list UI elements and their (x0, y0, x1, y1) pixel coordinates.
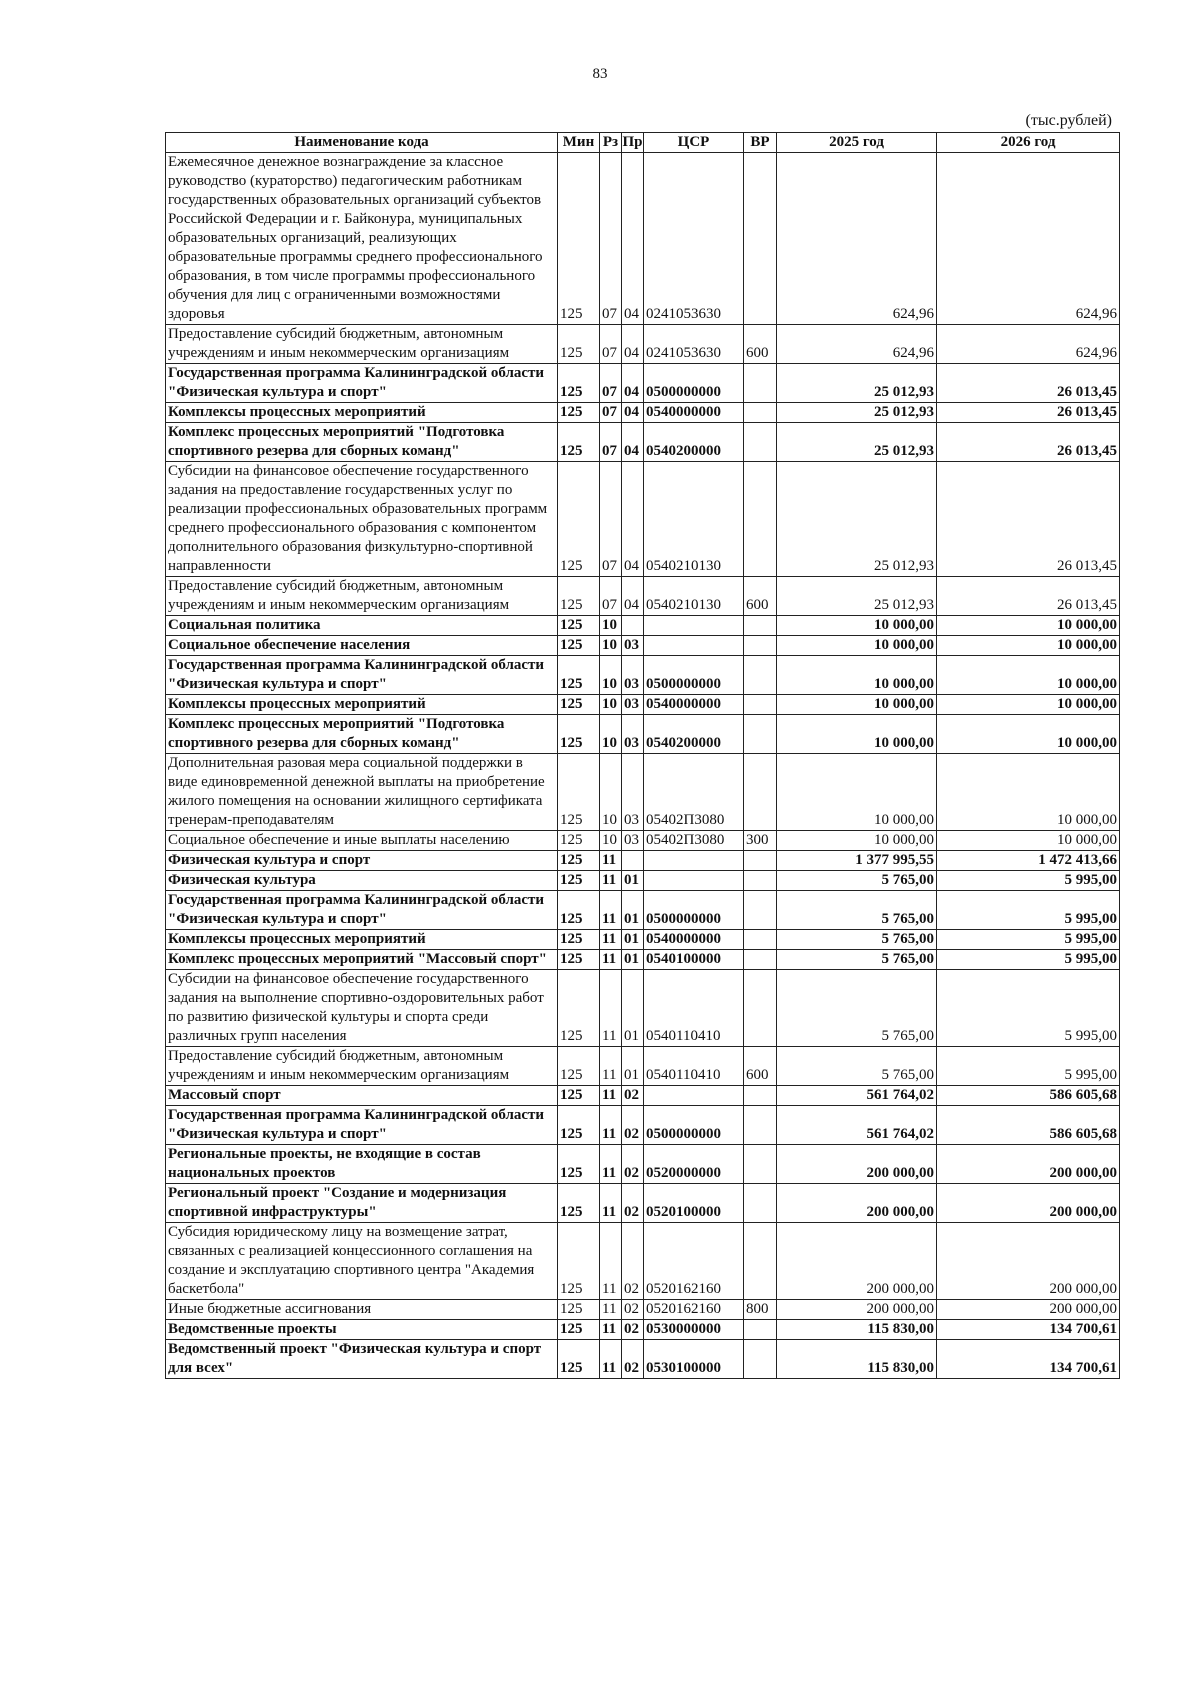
row-name: Комплексы процессных мероприятий (166, 403, 558, 423)
row-csr: 0500000000 (644, 656, 744, 695)
row-rz: 07 (600, 325, 622, 364)
header-pr: Пр (622, 133, 644, 153)
row-min: 125 (558, 1086, 600, 1106)
row-csr: 0540210130 (644, 577, 744, 616)
table-row (166, 1340, 1120, 1379)
row-min: 125 (558, 970, 600, 1047)
row-2026: 5 995,00 (937, 950, 1120, 970)
row-pr: 02 (622, 1300, 644, 1320)
row-vr (744, 891, 777, 930)
row-csr: 0530000000 (644, 1320, 744, 1340)
row-name: Комплекс процессных мероприятий "Подготовка спортивного резерва для сборных команд" (166, 715, 558, 754)
row-pr: 03 (622, 656, 644, 695)
header-min: Мин (558, 133, 600, 153)
row-2025: 10 000,00 (777, 754, 937, 831)
row-vr (744, 1106, 777, 1145)
table-row (166, 754, 1120, 831)
row-2026: 10 000,00 (937, 831, 1120, 851)
row-pr: 04 (622, 577, 644, 616)
row-2025: 25 012,93 (777, 462, 937, 577)
row-name: Субсидия юридическому лицу на возмещение затрат, связанных с реализацией концессионного соглашения на создание и эксплуатацию спортивного центра "Академия баскетбола" (166, 1223, 558, 1300)
table-row (166, 891, 1120, 930)
row-name: Социальное обеспечение и иные выплаты населению (166, 831, 558, 851)
row-2026: 26 013,45 (937, 462, 1120, 577)
row-2025: 5 765,00 (777, 891, 937, 930)
header-csr: ЦСР (644, 133, 744, 153)
table-row (166, 1184, 1120, 1223)
row-name: Предоставление субсидий бюджетным, автономным учреждениям и иным некоммерческим организациям (166, 325, 558, 364)
table-row (166, 970, 1120, 1047)
row-pr: 01 (622, 891, 644, 930)
row-rz: 11 (600, 930, 622, 950)
row-rz: 11 (600, 1300, 622, 1320)
row-2026: 134 700,61 (937, 1320, 1120, 1340)
page-number: 83 (592, 66, 608, 82)
row-min: 125 (558, 403, 600, 423)
row-min: 125 (558, 1047, 600, 1086)
row-vr (744, 1086, 777, 1106)
row-pr: 02 (622, 1320, 644, 1340)
row-csr: 0520162160 (644, 1300, 744, 1320)
row-pr: 04 (622, 325, 644, 364)
row-pr: 03 (622, 636, 644, 656)
header-2025: 2025 год (777, 133, 937, 153)
row-2026: 200 000,00 (937, 1184, 1120, 1223)
row-csr: 0540000000 (644, 695, 744, 715)
row-rz: 07 (600, 462, 622, 577)
row-min: 125 (558, 1184, 600, 1223)
row-vr (744, 1184, 777, 1223)
row-2025: 200 000,00 (777, 1184, 937, 1223)
row-2026: 26 013,45 (937, 577, 1120, 616)
row-pr: 02 (622, 1340, 644, 1379)
row-rz: 10 (600, 695, 622, 715)
row-2026: 26 013,45 (937, 403, 1120, 423)
row-rz: 11 (600, 1320, 622, 1340)
row-rz: 11 (600, 1340, 622, 1379)
row-rz: 07 (600, 403, 622, 423)
row-vr (744, 656, 777, 695)
row-2026: 624,96 (937, 153, 1120, 325)
row-2025: 5 765,00 (777, 871, 937, 891)
row-rz: 10 (600, 754, 622, 831)
row-name: Государственная программа Калининградской области "Физическая культура и спорт" (166, 891, 558, 930)
row-min: 125 (558, 715, 600, 754)
table-header-row (166, 133, 1120, 153)
table-row (166, 423, 1120, 462)
row-2026: 10 000,00 (937, 656, 1120, 695)
row-rz: 10 (600, 831, 622, 851)
table-row (166, 1223, 1120, 1300)
table-row (166, 403, 1120, 423)
row-name: Региональный проект "Создание и модернизация спортивной инфраструктуры" (166, 1184, 558, 1223)
table-row (166, 364, 1120, 403)
row-2026: 5 995,00 (937, 1047, 1120, 1086)
row-2026: 26 013,45 (937, 364, 1120, 403)
row-pr: 04 (622, 423, 644, 462)
row-vr (744, 970, 777, 1047)
row-pr: 02 (622, 1106, 644, 1145)
table-row (166, 1145, 1120, 1184)
row-csr: 0500000000 (644, 364, 744, 403)
row-vr (744, 695, 777, 715)
row-pr: 02 (622, 1145, 644, 1184)
row-pr: 04 (622, 364, 644, 403)
table-row (166, 577, 1120, 616)
row-2025: 10 000,00 (777, 636, 937, 656)
row-rz: 07 (600, 364, 622, 403)
row-csr: 0500000000 (644, 891, 744, 930)
row-name: Социальная политика (166, 616, 558, 636)
row-vr (744, 950, 777, 970)
row-pr: 03 (622, 831, 644, 851)
table-row (166, 1300, 1120, 1320)
table-row (166, 153, 1120, 325)
row-2025: 200 000,00 (777, 1223, 937, 1300)
header-vr: ВР (744, 133, 777, 153)
row-rz: 11 (600, 1047, 622, 1086)
row-2026: 200 000,00 (937, 1145, 1120, 1184)
row-csr: 0520162160 (644, 1223, 744, 1300)
row-2025: 200 000,00 (777, 1300, 937, 1320)
table-row (166, 656, 1120, 695)
row-2025: 10 000,00 (777, 656, 937, 695)
row-name: Государственная программа Калининградской области "Физическая культура и спорт" (166, 364, 558, 403)
row-name: Государственная программа Калининградской области "Физическая культура и спорт" (166, 656, 558, 695)
row-rz: 10 (600, 715, 622, 754)
row-min: 125 (558, 656, 600, 695)
row-pr: 01 (622, 970, 644, 1047)
table-row (166, 616, 1120, 636)
row-csr: 05402П3080 (644, 831, 744, 851)
row-2025: 5 765,00 (777, 970, 937, 1047)
row-2026: 1 472 413,66 (937, 851, 1120, 871)
header-rz: Рз (600, 133, 622, 153)
row-pr: 02 (622, 1184, 644, 1223)
row-2025: 561 764,02 (777, 1086, 937, 1106)
row-rz: 11 (600, 1086, 622, 1106)
row-csr: 0540210130 (644, 462, 744, 577)
row-2025: 5 765,00 (777, 1047, 937, 1086)
row-min: 125 (558, 1106, 600, 1145)
row-2025: 624,96 (777, 153, 937, 325)
row-vr (744, 636, 777, 656)
row-name: Ежемесячное денежное вознаграждение за классное руководство (кураторство) педагогическим работникам государственных образовательных организаций субъектов Российской Федерации и г. Байконура, муниципальных образовательных организаций, реализующих образовательные программы среднего профессионального образования, в том числе программы профессионального обучения для лиц с ограниченными возможностями здоровья (166, 153, 558, 325)
row-2026: 586 605,68 (937, 1106, 1120, 1145)
row-2026: 586 605,68 (937, 1086, 1120, 1106)
table-row (166, 325, 1120, 364)
row-2025: 25 012,93 (777, 577, 937, 616)
table-row (166, 1086, 1120, 1106)
row-2026: 134 700,61 (937, 1340, 1120, 1379)
row-name: Субсидии на финансовое обеспечение государственного задания на предоставление государственных услуг по реализации профессиональных образовательных программ среднего профессионального образования с компонентом дополнительного образования физкультурно-спортивной направленности (166, 462, 558, 577)
row-pr: 04 (622, 153, 644, 325)
row-2025: 25 012,93 (777, 423, 937, 462)
table-row (166, 462, 1120, 577)
row-name: Комплексы процессных мероприятий (166, 930, 558, 950)
row-2025: 115 830,00 (777, 1320, 937, 1340)
row-pr: 03 (622, 715, 644, 754)
row-rz: 07 (600, 577, 622, 616)
budget-table (165, 132, 1120, 1379)
row-2025: 5 765,00 (777, 950, 937, 970)
row-min: 125 (558, 325, 600, 364)
row-2026: 10 000,00 (937, 616, 1120, 636)
row-csr: 0241053630 (644, 153, 744, 325)
row-name: Комплекс процессных мероприятий "Подготовка спортивного резерва для сборных команд" (166, 423, 558, 462)
row-rz: 11 (600, 950, 622, 970)
table-row (166, 1047, 1120, 1086)
row-rz: 07 (600, 423, 622, 462)
row-2025: 1 377 995,55 (777, 851, 937, 871)
row-2026: 5 995,00 (937, 891, 1120, 930)
row-min: 125 (558, 636, 600, 656)
row-2026: 26 013,45 (937, 423, 1120, 462)
units-label: (тыс.рублей) (1025, 112, 1112, 129)
table-row (166, 715, 1120, 754)
table-row (166, 636, 1120, 656)
row-csr (644, 871, 744, 891)
row-rz: 10 (600, 656, 622, 695)
row-pr: 01 (622, 930, 644, 950)
row-2026: 10 000,00 (937, 715, 1120, 754)
row-pr: 01 (622, 871, 644, 891)
row-2025: 10 000,00 (777, 831, 937, 851)
table-row (166, 1106, 1120, 1145)
row-2025: 5 765,00 (777, 930, 937, 950)
row-vr (744, 1223, 777, 1300)
row-name: Предоставление субсидий бюджетным, автономным учреждениям и иным некоммерческим организациям (166, 1047, 558, 1086)
row-min: 125 (558, 695, 600, 715)
row-min: 125 (558, 1300, 600, 1320)
row-2026: 200 000,00 (937, 1223, 1120, 1300)
row-vr (744, 1340, 777, 1379)
row-2025: 10 000,00 (777, 695, 937, 715)
row-name: Физическая культура и спорт (166, 851, 558, 871)
row-min: 125 (558, 1145, 600, 1184)
row-vr (744, 754, 777, 831)
row-2025: 25 012,93 (777, 364, 937, 403)
row-name: Комплексы процессных мероприятий (166, 695, 558, 715)
row-pr: 01 (622, 1047, 644, 1086)
row-pr: 02 (622, 1086, 644, 1106)
row-name: Иные бюджетные ассигнования (166, 1300, 558, 1320)
row-min: 125 (558, 871, 600, 891)
row-csr: 0540000000 (644, 403, 744, 423)
row-csr: 0241053630 (644, 325, 744, 364)
row-name: Комплекс процессных мероприятий "Массовый спорт" (166, 950, 558, 970)
row-2026: 10 000,00 (937, 754, 1120, 831)
row-name: Ведомственные проекты (166, 1320, 558, 1340)
row-csr: 0530100000 (644, 1340, 744, 1379)
row-name: Региональные проекты, не входящие в состав национальных проектов (166, 1145, 558, 1184)
row-name: Государственная программа Калининградской области "Физическая культура и спорт" (166, 1106, 558, 1145)
row-vr (744, 364, 777, 403)
table-body (166, 153, 1120, 1379)
row-min: 125 (558, 462, 600, 577)
row-pr: 03 (622, 754, 644, 831)
row-vr: 600 (744, 577, 777, 616)
row-min: 125 (558, 616, 600, 636)
row-csr: 0540100000 (644, 950, 744, 970)
row-pr: 03 (622, 695, 644, 715)
row-csr (644, 636, 744, 656)
table-row (166, 1320, 1120, 1340)
row-vr (744, 403, 777, 423)
row-csr: 0540200000 (644, 715, 744, 754)
row-vr (744, 930, 777, 950)
row-name: Массовый спорт (166, 1086, 558, 1106)
row-pr: 02 (622, 1223, 644, 1300)
row-pr: 04 (622, 403, 644, 423)
table-row (166, 695, 1120, 715)
row-name: Дополнительная разовая мера социальной поддержки в виде единовременной денежной выплаты на приобретение жилого помещения на основании жилищного сертификата тренерам-преподавателям (166, 754, 558, 831)
row-vr (744, 153, 777, 325)
row-min: 125 (558, 754, 600, 831)
row-name: Социальное обеспечение населения (166, 636, 558, 656)
table-row (166, 871, 1120, 891)
row-min: 125 (558, 577, 600, 616)
row-vr (744, 715, 777, 754)
header-2026: 2026 год (937, 133, 1120, 153)
row-2025: 10 000,00 (777, 616, 937, 636)
row-vr: 300 (744, 831, 777, 851)
table-row (166, 831, 1120, 851)
row-min: 125 (558, 1223, 600, 1300)
row-2026: 5 995,00 (937, 930, 1120, 950)
row-rz: 07 (600, 153, 622, 325)
table-row (166, 851, 1120, 871)
row-csr: 0540110410 (644, 1047, 744, 1086)
row-pr: 04 (622, 462, 644, 577)
row-2026: 5 995,00 (937, 871, 1120, 891)
row-vr (744, 616, 777, 636)
row-min: 125 (558, 851, 600, 871)
row-vr (744, 1145, 777, 1184)
row-vr (744, 1320, 777, 1340)
row-2025: 115 830,00 (777, 1340, 937, 1379)
row-vr (744, 423, 777, 462)
row-rz: 11 (600, 1106, 622, 1145)
row-csr (644, 851, 744, 871)
row-rz: 11 (600, 871, 622, 891)
row-name: Физическая культура (166, 871, 558, 891)
row-min: 125 (558, 1320, 600, 1340)
row-csr: 0520100000 (644, 1184, 744, 1223)
row-2025: 200 000,00 (777, 1145, 937, 1184)
row-name: Предоставление субсидий бюджетным, автономным учреждениям и иным некоммерческим организациям (166, 577, 558, 616)
row-2026: 10 000,00 (937, 636, 1120, 656)
header-name: Наименование кода (166, 133, 558, 153)
row-csr: 0540200000 (644, 423, 744, 462)
row-rz: 11 (600, 851, 622, 871)
row-2025: 624,96 (777, 325, 937, 364)
row-min: 125 (558, 1340, 600, 1379)
row-min: 125 (558, 891, 600, 930)
row-csr: 0500000000 (644, 1106, 744, 1145)
row-min: 125 (558, 930, 600, 950)
row-2025: 561 764,02 (777, 1106, 937, 1145)
row-vr (744, 871, 777, 891)
row-rz: 11 (600, 891, 622, 930)
table-row (166, 930, 1120, 950)
row-min: 125 (558, 364, 600, 403)
row-vr: 600 (744, 1047, 777, 1086)
row-2025: 25 012,93 (777, 403, 937, 423)
row-pr (622, 616, 644, 636)
row-min: 125 (558, 423, 600, 462)
row-2026: 200 000,00 (937, 1300, 1120, 1320)
row-name: Субсидии на финансовое обеспечение государственного задания на выполнение спортивно-оздоровительных работ по развитию физической культуры и спорта среди различных групп населения (166, 970, 558, 1047)
row-rz: 11 (600, 1145, 622, 1184)
row-rz: 11 (600, 1223, 622, 1300)
row-pr: 01 (622, 950, 644, 970)
row-min: 125 (558, 153, 600, 325)
row-rz: 10 (600, 616, 622, 636)
row-rz: 11 (600, 1184, 622, 1223)
row-csr (644, 616, 744, 636)
row-vr: 600 (744, 325, 777, 364)
row-vr (744, 851, 777, 871)
row-2026: 5 995,00 (937, 970, 1120, 1047)
row-pr (622, 851, 644, 871)
row-rz: 11 (600, 970, 622, 1047)
row-vr (744, 462, 777, 577)
row-csr: 0540000000 (644, 930, 744, 950)
row-2025: 10 000,00 (777, 715, 937, 754)
table-row (166, 950, 1120, 970)
row-csr (644, 1086, 744, 1106)
row-csr: 0520000000 (644, 1145, 744, 1184)
row-min: 125 (558, 831, 600, 851)
row-name: Ведомственный проект "Физическая культура и спорт для всех" (166, 1340, 558, 1379)
row-min: 125 (558, 950, 600, 970)
row-2026: 624,96 (937, 325, 1120, 364)
row-csr: 05402П3080 (644, 754, 744, 831)
row-vr: 800 (744, 1300, 777, 1320)
row-rz: 10 (600, 636, 622, 656)
row-csr: 0540110410 (644, 970, 744, 1047)
row-2026: 10 000,00 (937, 695, 1120, 715)
